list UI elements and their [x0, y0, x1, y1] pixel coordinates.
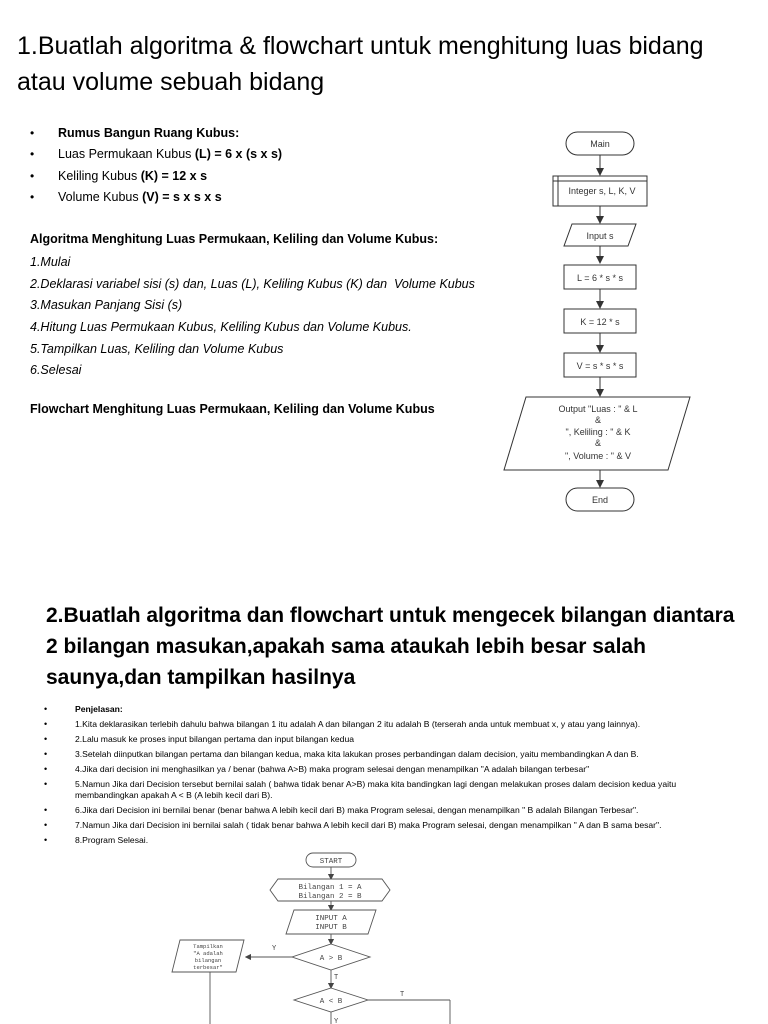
algorithm-step: 3.Masukan Panjang Sisi (s) [30, 298, 183, 313]
decision2-label: A < B [319, 998, 343, 1006]
yes-label: Y [272, 945, 277, 953]
output1-line: terbesar" [193, 964, 223, 971]
declare-line: Bilangan 1 = A [298, 884, 362, 892]
output1-line: bilangan [194, 957, 222, 964]
yes-label: Y [334, 1018, 339, 1024]
output-line: & [594, 415, 602, 425]
start-label: START [319, 858, 343, 866]
input-line: INPUT B [315, 924, 347, 932]
list-item: • 1.Kita deklarasikan terlebih dahulu bahwa bilangan 1 itu adalah A dan bilangan 2 itu adalah B (terserah anda untuk membuat x, y atau yang lainnya). [44, 719, 641, 729]
output1-line: Tampilkan [193, 943, 223, 950]
end-label: End [591, 495, 609, 505]
output-line: ", Keliling : " & K [565, 427, 631, 437]
main-label: Main [590, 139, 610, 149]
slide2-title: 2.Buatlah algoritma dan flowchart untuk mengecek bilangan diantara 2 bilangan masukan,apakah sama ataukah lebih besar salah saunya,dan tampilkan hasilnya [46, 604, 735, 689]
algorithm-step: 4.Hitung Luas Permukaan Kubus, Keliling Kubus dan Volume Kubus. [30, 320, 412, 335]
calc-k-label: K = 12 * s [580, 317, 620, 327]
cube-flowchart [500, 120, 700, 520]
output-line: ", Volume : " & V [565, 451, 631, 461]
list-item: • 6.Jika dari Decision ini bernilai benar (benar bahwa A lebih kecil dari B) maka Program selesai, dengan menampilkan " B adalah Bilangan Terbesar". [44, 805, 639, 815]
declare-line: Bilangan 2 = B [298, 893, 362, 901]
list-item: • Keliling Kubus (K) = 12 x s [30, 168, 208, 183]
no-label: T [334, 974, 339, 982]
input-line: INPUT A [315, 915, 347, 923]
list-item: • Volume Kubus (V) = s x s x s [30, 190, 222, 205]
list-item: • Penjelasan: [44, 704, 123, 714]
algorithm-title: Algoritma Menghitung Luas Permukaan, Keliling dan Volume Kubus: [30, 232, 439, 246]
list-item: • 8.Program Selesai. [44, 835, 149, 845]
explanation-list [44, 704, 744, 850]
flowchart-label: Flowchart Menghitung Luas Permukaan, Keliling dan Volume Kubus [30, 402, 435, 416]
no-label: T [400, 991, 405, 999]
output-line: Output "Luas : " & L [558, 404, 638, 414]
list-item: • 5.Namun Jika dari Decision tersebut bernilai salah ( bahwa tidak benar A>B) maka kita bandingkan lagi dengan melakukan proses dalam decision kedua yaitu membandingkan apakah A < B (A lebih kecil dari B). [44, 779, 677, 800]
calc-l-label: L = 6 * s * s [577, 273, 623, 283]
algorithm-step: 2.Deklarasi variabel sisi (s) dan, Luas (L), Keliling Kubus (K) dan Volume Kubus [30, 276, 475, 291]
output-line: & [594, 438, 602, 448]
slide1-title: 1.Buatlah algoritma & flowchart untuk menghitung luas bidang atau volume sebuah bidang [17, 32, 704, 96]
list-item: • Luas Permukaan Kubus (L) = 6 x (s x s) [30, 147, 283, 162]
algorithm-step: 5.Tampilkan Luas, Keliling dan Volume Kubus [30, 341, 284, 356]
list-item: • 4.Jika dari decision ini menghasilkan ya / benar (bahwa A>B) maka program selesai dengan menampilkan "A adalah bilangan terbesar" [44, 764, 590, 774]
calc-v-label: V = s * s * s [576, 361, 624, 371]
algorithm-step: 1.Mulai [30, 255, 71, 269]
input-label: Input s [586, 231, 614, 241]
declare-label: Integer s, L, K, V [568, 186, 636, 196]
list-item: • 2.Lalu masuk ke proses input bilangan pertama dan input bilangan kedua [44, 734, 355, 744]
list-item: • 3.Setelah diinputkan bilangan pertama dan bilangan kedua, maka kita lakukan proses perbandingan dalam decision, yaitu membandingkan A dan B. [44, 749, 639, 759]
decision1-label: A > B [319, 955, 343, 963]
list-item: • 7.Namun Jika dari Decision ini bernilai salah ( tidak benar bahwa A lebih kecil dari B) maka Program selesai, dengan menampilkan " A dan B sama besar". [44, 820, 662, 830]
list-item: • Rumus Bangun Ruang Kubus: [30, 125, 240, 140]
comparison-flowchart [160, 848, 460, 1024]
algorithm-steps [30, 252, 475, 382]
algorithm-step: 6.Selesai [30, 363, 82, 378]
output1-line: "A adalah [193, 950, 223, 957]
formula-list [30, 122, 510, 208]
